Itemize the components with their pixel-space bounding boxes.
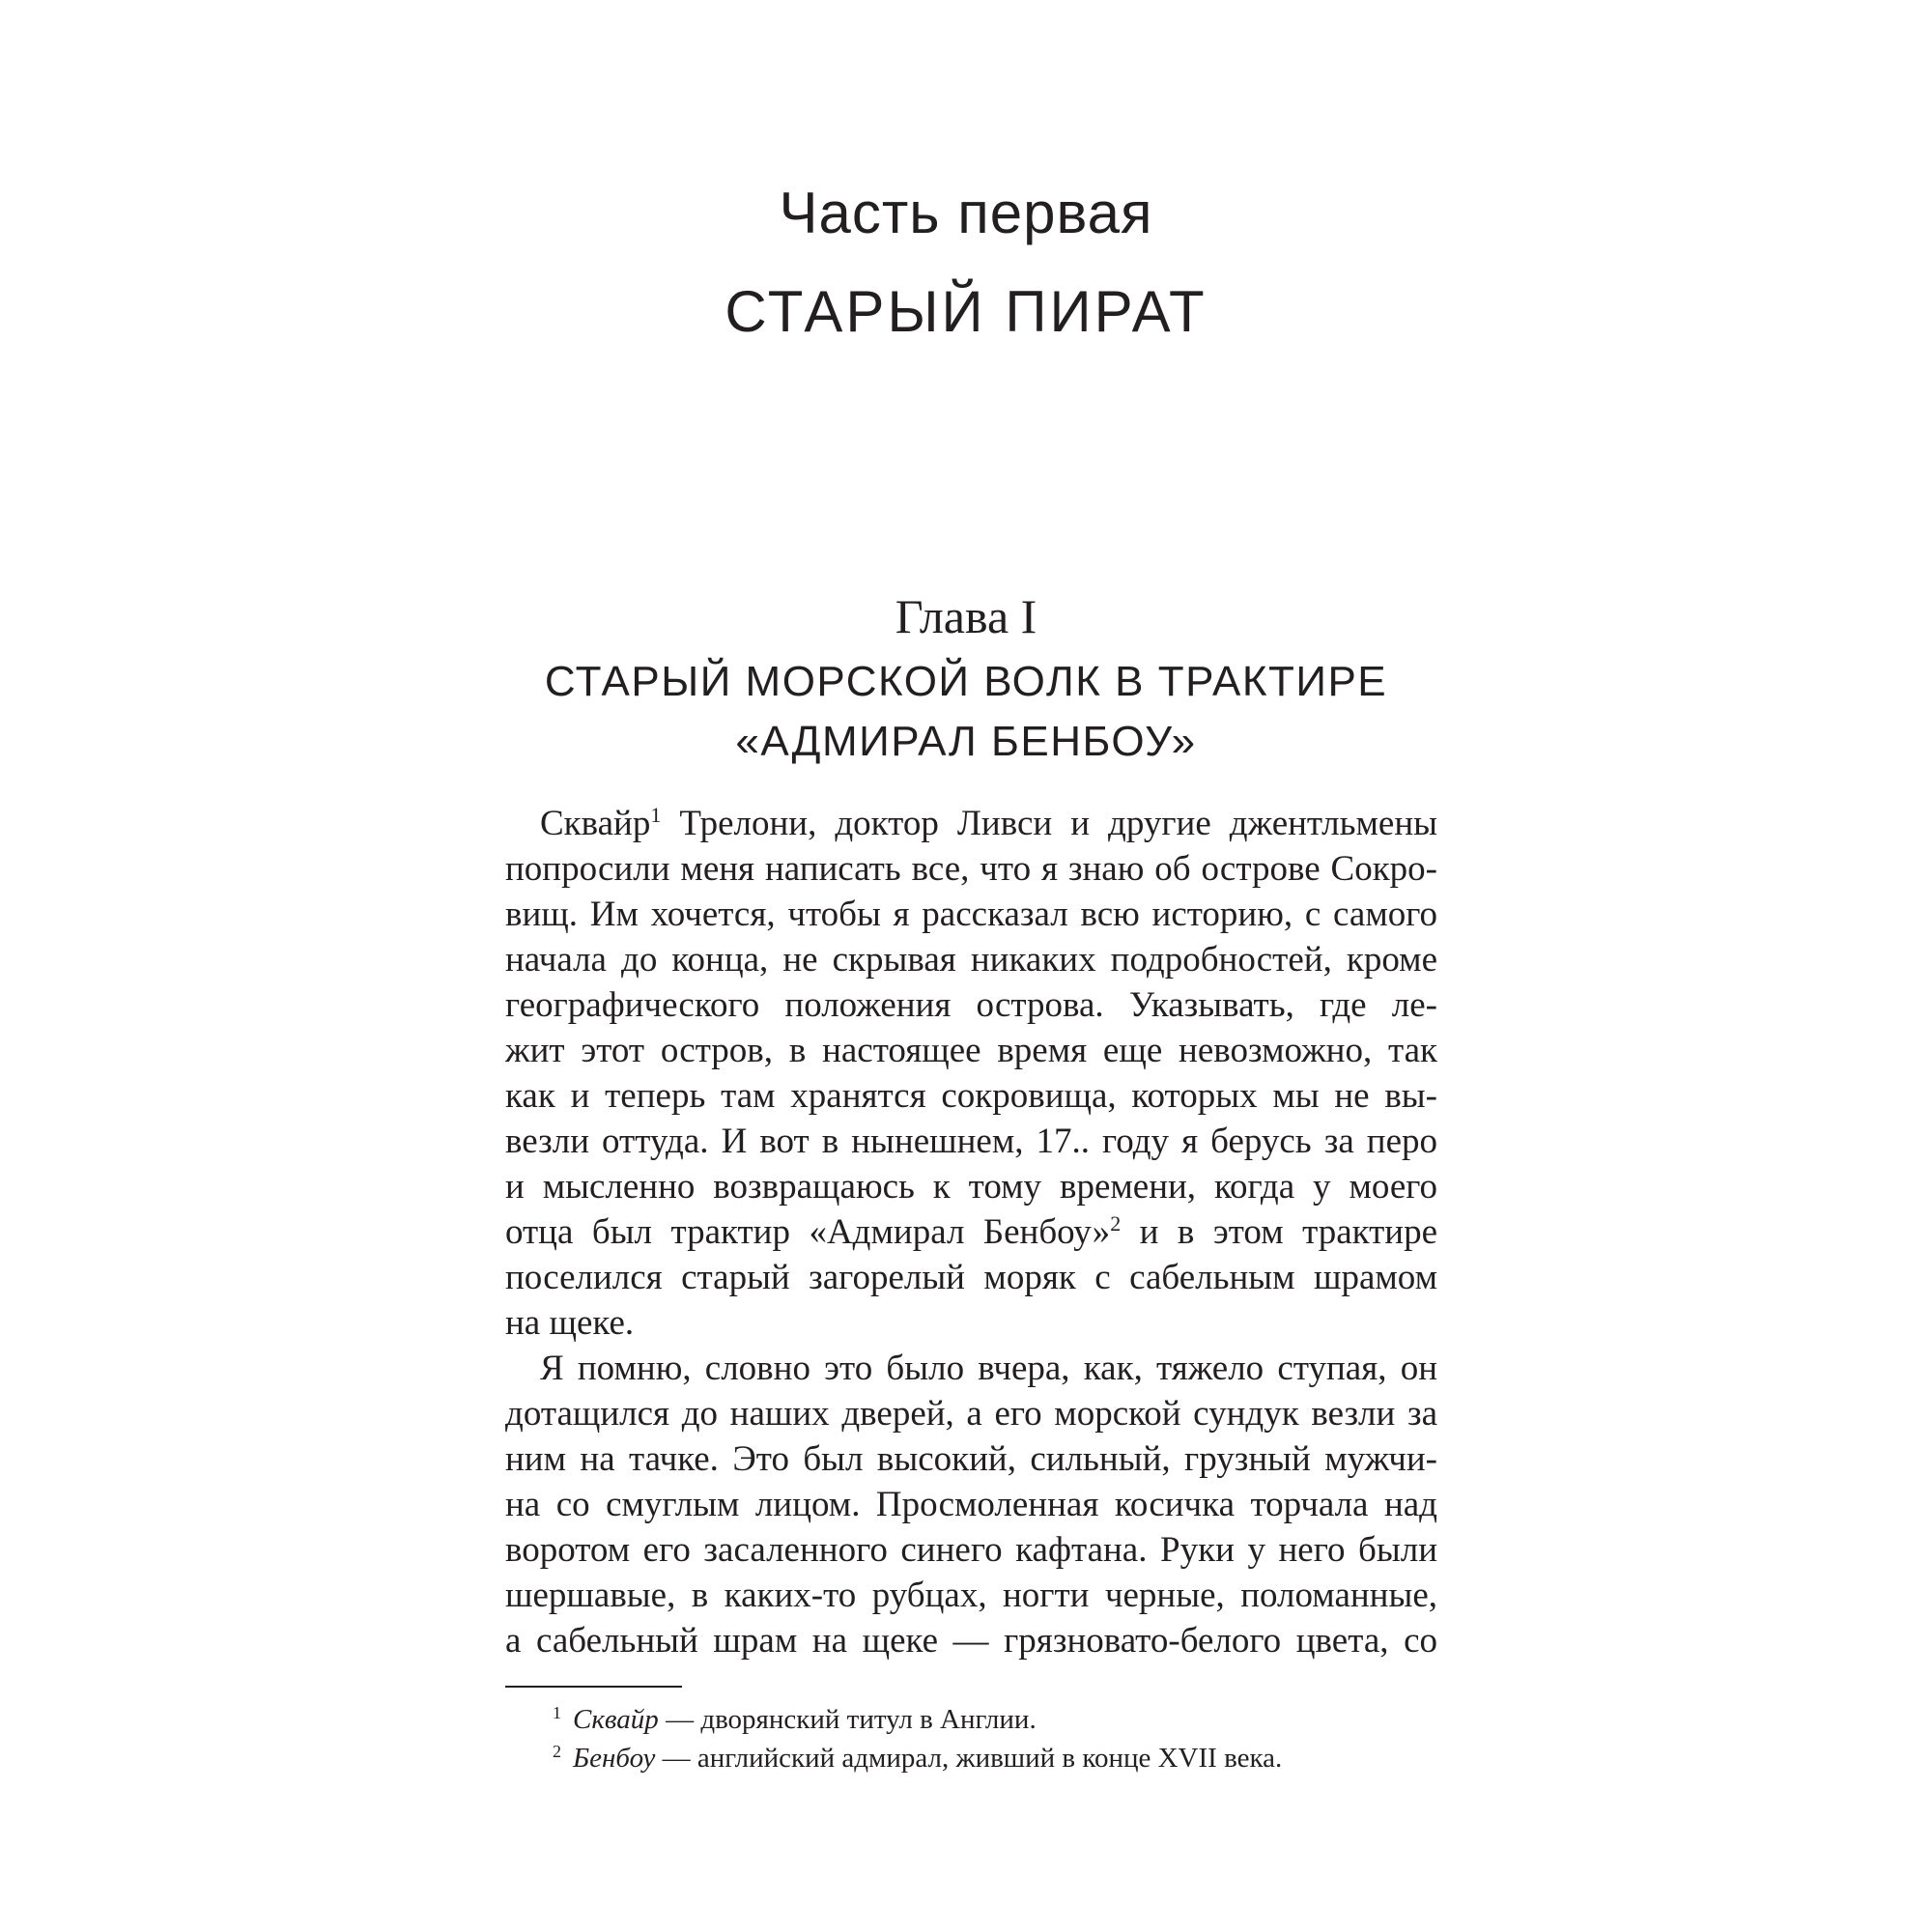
text-line <box>505 1209 1437 1255</box>
part-title: Часть первая <box>779 181 1153 245</box>
text-line: ним на тачке. Это был высокий, сильный, грузный мужчи- <box>505 1439 1437 1479</box>
footnote-text: — дворянский титул в Англии. <box>658 1704 1037 1735</box>
footnote-term: Бенбоу <box>573 1743 656 1774</box>
text-line: а сабельный шрам на щеке — грязновато-белого цвета, со <box>505 1621 1437 1661</box>
footnote <box>553 1700 1437 1739</box>
text-line: на щеке. <box>505 1303 635 1343</box>
footnote-divider <box>505 1686 682 1688</box>
footnote-ref: 2 <box>1110 1211 1122 1236</box>
text-fragment: Трелони, доктор Ливси и другие джентльмены <box>661 804 1437 843</box>
part-subtitle: СТАРЫЙ ПИРАТ <box>724 279 1208 344</box>
footnote-ref: 1 <box>650 803 662 827</box>
text-line: попросили меня написать все, что я знаю об острове Сокро- <box>505 849 1437 889</box>
footnote-number: 2 <box>553 1742 561 1761</box>
text-fragment: отца был трактир «Адмирал Бенбоу» <box>505 1212 1111 1252</box>
text-line: воротом его засаленного синего кафтана. Руки у него были <box>505 1530 1437 1570</box>
footnote <box>553 1739 1437 1777</box>
chapter-title-line: СТАРЫЙ МОРСКОЙ ВОЛК В ТРАКТИРЕ <box>544 658 1388 705</box>
text-line: жит этот остров, в настоящее время еще невозможно, так <box>505 1031 1437 1070</box>
chapter-title <box>502 652 1430 772</box>
text-line: начала до конца, не скрывая никаких подробностей, кроме <box>505 940 1437 980</box>
footnotes <box>553 1700 1437 1777</box>
body-text <box>505 801 1437 1663</box>
text-line: географического положения острова. Указывать, где ле- <box>505 985 1437 1025</box>
text-line <box>505 801 1437 846</box>
text-line: как и теперь там хранятся сокровища, которых мы не вы- <box>505 1076 1437 1116</box>
text-line: и мысленно возвращаюсь к тому времени, когда у моего <box>505 1167 1437 1207</box>
text-fragment: Сквайр <box>540 804 651 843</box>
text-line: поселился старый загорелый моряк с сабельным шрамом <box>505 1258 1437 1297</box>
footnote-number: 1 <box>553 1703 561 1722</box>
text-line: шершавые, в каких-то рубцах, ногти черные, поломанные, <box>505 1576 1437 1615</box>
text-fragment: и в этом трактире <box>1121 1212 1437 1252</box>
text-line: Я помню, словно это было вчера, как, тяжело ступая, он <box>540 1349 1437 1388</box>
chapter-title-line: «АДМИРАЛ БЕНБОУ» <box>735 718 1197 765</box>
text-line: вищ. Им хочется, чтобы я рассказал всю историю, с самого <box>505 895 1437 934</box>
footnote-text: — английский адмирал, живший в конце XVII века. <box>655 1743 1283 1774</box>
text-line: везли оттуда. И вот в нынешнем, 17.. году я берусь за перо <box>505 1122 1437 1161</box>
footnote-term: Сквайр <box>573 1704 659 1735</box>
text-line: на со смуглым лицом. Просмоленная косичка торчала над <box>505 1485 1437 1524</box>
chapter-number: Глава I <box>895 589 1037 643</box>
text-line: дотащился до наших дверей, а его морской сундук везли за <box>505 1394 1437 1434</box>
